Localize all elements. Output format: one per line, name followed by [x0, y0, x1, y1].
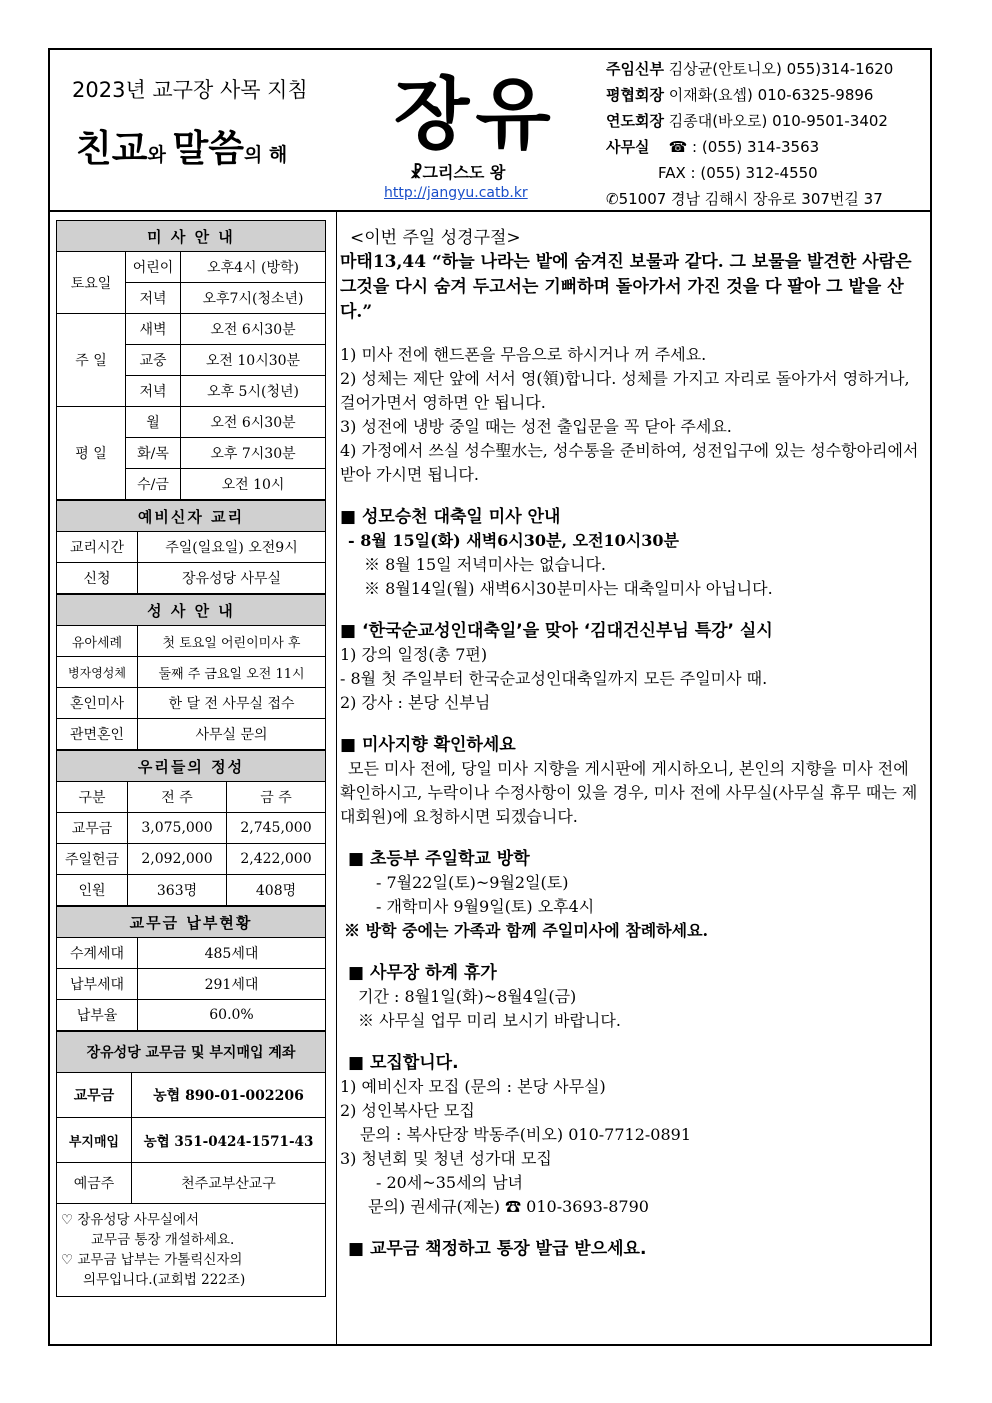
contact-value: ✆51007 경남 김해시 장유로 307번길 37 — [606, 190, 883, 208]
sacrament-heading: 성 사 안 내 — [57, 595, 326, 626]
table-cell: 인원 — [57, 875, 128, 906]
catechumen-table — [56, 500, 326, 594]
section-line: 1) 강의 일정(총 7편) — [340, 645, 488, 664]
table-header-cell: 전 주 — [128, 782, 227, 813]
table-cell: 오전 6시30분 — [181, 314, 326, 345]
table-cell: 주일(일요일) 오전9시 — [138, 532, 326, 563]
section-line: 1) 예비신자 모집 (문의 : 본당 사무실) — [340, 1077, 606, 1096]
section-line: 기간 : 8월1일(화)~8월4일(금) — [358, 987, 577, 1006]
accounts-heading: 장유성당 교무금 및 부지매입 계좌 — [57, 1032, 326, 1073]
year-theme — [76, 118, 287, 172]
theme-word-1: 친교 — [76, 126, 148, 170]
theme-particle-1: 와 — [147, 144, 173, 166]
table-cell: 오후 7시30분 — [181, 438, 326, 469]
table-cell: 2,422,000 — [227, 844, 326, 875]
section-title: ■ 사무장 하계 휴가 — [348, 963, 497, 983]
table-cell: 혼인미사 — [57, 688, 138, 719]
note-line: 교무금 통장 개설하세요. — [91, 1232, 235, 1248]
mass-table — [56, 220, 326, 500]
accounts-table — [56, 1031, 326, 1204]
table-cell: 수계세대 — [57, 938, 138, 969]
table-cell: 2,092,000 — [128, 844, 227, 875]
sun-label: 주 일 — [57, 314, 126, 407]
table-cell: 관면혼인 — [57, 719, 138, 750]
table-cell: 장유성당 사무실 — [138, 563, 326, 594]
section-line: ※ 8월14일(월) 새벽6시30분미사는 대축일미사 아닙니다. — [364, 579, 773, 598]
accounts-note — [56, 1204, 326, 1297]
offering-heading: 우리들의 정성 — [57, 751, 326, 782]
contact-role: 주임신부 — [606, 60, 664, 78]
table-cell: 저녁 — [126, 283, 181, 314]
table-cell: 신청 — [57, 563, 138, 594]
table-cell: 교무금 — [57, 813, 128, 844]
notice-item: 3) 성전에 냉방 중일 때는 성전 출입문을 꼭 닫아 주세요. — [340, 417, 732, 436]
table-cell: 납부세대 — [57, 969, 138, 1000]
table-cell: 새벽 — [126, 314, 181, 345]
section-line: ※ 방학 중에는 가족과 함께 주일미사에 참례하세요. — [344, 921, 709, 940]
table-cell: 부지매입 — [57, 1118, 132, 1163]
weekday-label: 평 일 — [57, 407, 126, 500]
theme-particle-2: 의 해 — [243, 144, 288, 166]
section-line: - 20세~35세의 남녀 — [376, 1173, 523, 1192]
section-title: ■ 성모승천 대축일 미사 안내 — [340, 507, 561, 527]
section-title: ■ 교무금 책정하고 통장 발급 받으세요. — [348, 1239, 647, 1259]
contact-value: 김상균(안토니오) 055)314-1620 — [668, 60, 894, 78]
contact-role: 평협회장 — [606, 86, 664, 104]
bulletin-title: 장유 — [394, 70, 557, 160]
section-line: - 7월22일(토)~9월2일(토) — [376, 873, 569, 892]
section-title: ■ 모집합니다. — [348, 1053, 459, 1073]
dues-table — [56, 906, 326, 1031]
table-cell: 유아세례 — [57, 626, 138, 657]
contact-value: FAX : (055) 312-4550 — [658, 164, 818, 182]
contacts-block — [606, 56, 893, 212]
table-cell: 2,745,000 — [227, 813, 326, 844]
section-title: ■ 초등부 주일학교 방학 — [348, 849, 530, 869]
contact-role: 사무실 — [606, 138, 650, 156]
table-cell: 둘째 주 금요일 오전 11시 — [138, 657, 326, 688]
contact-row — [606, 56, 893, 82]
contact-value: ☎ : (055) 314-3563 — [668, 138, 820, 156]
contact-row — [606, 82, 893, 108]
table-cell: 오전 10시30분 — [181, 345, 326, 376]
notice-item: 4) 가정에서 쓰실 성수聖水는, 성수통을 준비하여, 성전입구에 있는 성수항아리에서 받아 가시면 됩니다. — [340, 441, 919, 484]
section-line: - 개학미사 9월9일(토) 오후4시 — [376, 897, 595, 916]
table-cell: 사무실 문의 — [138, 719, 326, 750]
table-cell: 납부율 — [57, 1000, 138, 1031]
table-cell: 농협 351-0424-1571-43 — [132, 1118, 326, 1163]
section-line: ※ 사무실 업무 미리 보시기 바랍니다. — [358, 1011, 621, 1030]
table-cell: 오전 6시30분 — [181, 407, 326, 438]
table-cell: 오후 5시(청년) — [181, 376, 326, 407]
section-line: ※ 8월 15일 저녁미사는 없습니다. — [364, 555, 606, 574]
contact-row — [606, 186, 893, 212]
section-line: 2) 성인복사단 모집 — [340, 1101, 475, 1120]
verse-title: <이번 주일 성경구절> — [350, 228, 521, 248]
table-cell: 천주교부산교구 — [132, 1163, 326, 1204]
section-line: 3) 청년회 및 청년 성가대 모집 — [340, 1149, 552, 1168]
section-line: 문의) 권세규(제논) ☎ 010-3693-8790 — [368, 1197, 649, 1216]
table-header-cell: 구분 — [57, 782, 128, 813]
table-cell: 월 — [126, 407, 181, 438]
table-cell: 어린이 — [126, 252, 181, 283]
table-cell: 화/목 — [126, 438, 181, 469]
table-cell: 60.0% — [138, 1000, 326, 1031]
table-cell: 408명 — [227, 875, 326, 906]
section-line: 문의 : 복사단장 박동주(비오) 010-7712-0891 — [360, 1125, 692, 1144]
sacrament-table — [56, 594, 326, 750]
table-cell: 첫 토요일 어린이미사 후 — [138, 626, 326, 657]
section-line: - 8월 15일(화) 새벽6시30분, 오전10시30분 — [348, 531, 679, 550]
offering-table — [56, 750, 326, 906]
table-cell: 291세대 — [138, 969, 326, 1000]
section-title: ■ 미사지향 확인하세요 — [340, 735, 516, 755]
table-header-cell: 금 주 — [227, 782, 326, 813]
contact-value: 김종대(바오로) 010-9501-3402 — [668, 112, 888, 130]
notice-item: 2) 성체는 제단 앞에 서서 영(領)합니다. 성체를 가지고 자리로 돌아가서 영하거나, 걸어가면서 영하면 안 됩니다. — [340, 369, 910, 412]
notice-item: 1) 미사 전에 핸드폰을 무음으로 하시거나 꺼 주세요. — [340, 345, 707, 364]
table-cell: 363명 — [128, 875, 227, 906]
table-cell: 주일헌금 — [57, 844, 128, 875]
table-cell: 수/금 — [126, 469, 181, 500]
table-cell: 오후7시(청소년) — [181, 283, 326, 314]
section-title: ■ ‘한국순교성인대축일’을 맞아 ‘김대건신부님 특강’ 실시 — [340, 621, 773, 641]
sat-label: 토요일 — [57, 252, 126, 314]
table-cell: 교리시간 — [57, 532, 138, 563]
notices-column — [340, 226, 924, 1261]
catechumen-heading: 예비신자 교리 — [57, 501, 326, 532]
note-line: ♡ 교무금 납부는 가톨릭신자의 — [61, 1252, 243, 1268]
note-line: 의무입니다.(교회법 222조) — [83, 1272, 246, 1288]
table-cell: 오전 10시 — [181, 469, 326, 500]
contact-row — [606, 160, 893, 186]
table-cell: 예금주 — [57, 1163, 132, 1204]
table-cell: 저녁 — [126, 376, 181, 407]
left-column — [56, 220, 326, 1297]
motto-year: 2023년 교구장 사목 지침 — [72, 78, 308, 102]
table-cell: 한 달 전 사무실 접수 — [138, 688, 326, 719]
contact-role: 연도회장 — [606, 112, 664, 130]
mass-heading: 미 사 안 내 — [57, 221, 326, 252]
parish-url-link[interactable]: http://jangyu.catb.kr — [384, 185, 528, 201]
table-cell: 485세대 — [138, 938, 326, 969]
section-line: - 8월 첫 주일부터 한국순교성인대축일까지 모든 주일미사 때. — [340, 669, 768, 688]
contact-row — [606, 134, 893, 160]
note-line: ♡ 장유성당 사무실에서 — [61, 1212, 200, 1228]
table-cell: 농협 890-01-002206 — [132, 1073, 326, 1118]
contact-value: 이재화(요셉) 010-6325-9896 — [668, 86, 874, 104]
dues-heading: 교무금 납부현황 — [57, 907, 326, 938]
table-cell: 3,075,000 — [128, 813, 227, 844]
table-cell: 교중 — [126, 345, 181, 376]
theme-word-2: 말씀 — [172, 126, 244, 170]
contact-row — [606, 108, 893, 134]
section-line: 2) 강사 : 본당 신부님 — [340, 693, 491, 712]
table-cell: 교무금 — [57, 1073, 132, 1118]
bulletin-subtitle: ☧그리스도 왕 — [410, 163, 506, 182]
column-divider — [336, 212, 337, 1346]
section-body: 모든 미사 전에, 당일 미사 지향을 게시판에 게시하오니, 본인의 지향을 미사 전에 확인하시고, 누락이나 수정사항이 있을 경우, 미사 전에 사무실(사무실 휴무 때는 제대회원)에 요청하시면 되겠습니다. — [340, 759, 918, 826]
table-cell: 오후4시 (방학) — [181, 252, 326, 283]
table-cell: 병자영성체 — [57, 657, 138, 688]
bible-verse: 마태13,44 “하늘 나라는 밭에 숨겨진 보물과 같다. 그 보물을 발견한 사람은 그것을 다시 숨겨 두고서는 기뻐하며 돌아가서 가진 것을 다 팔아 그 밭을 산다.” — [340, 252, 912, 322]
